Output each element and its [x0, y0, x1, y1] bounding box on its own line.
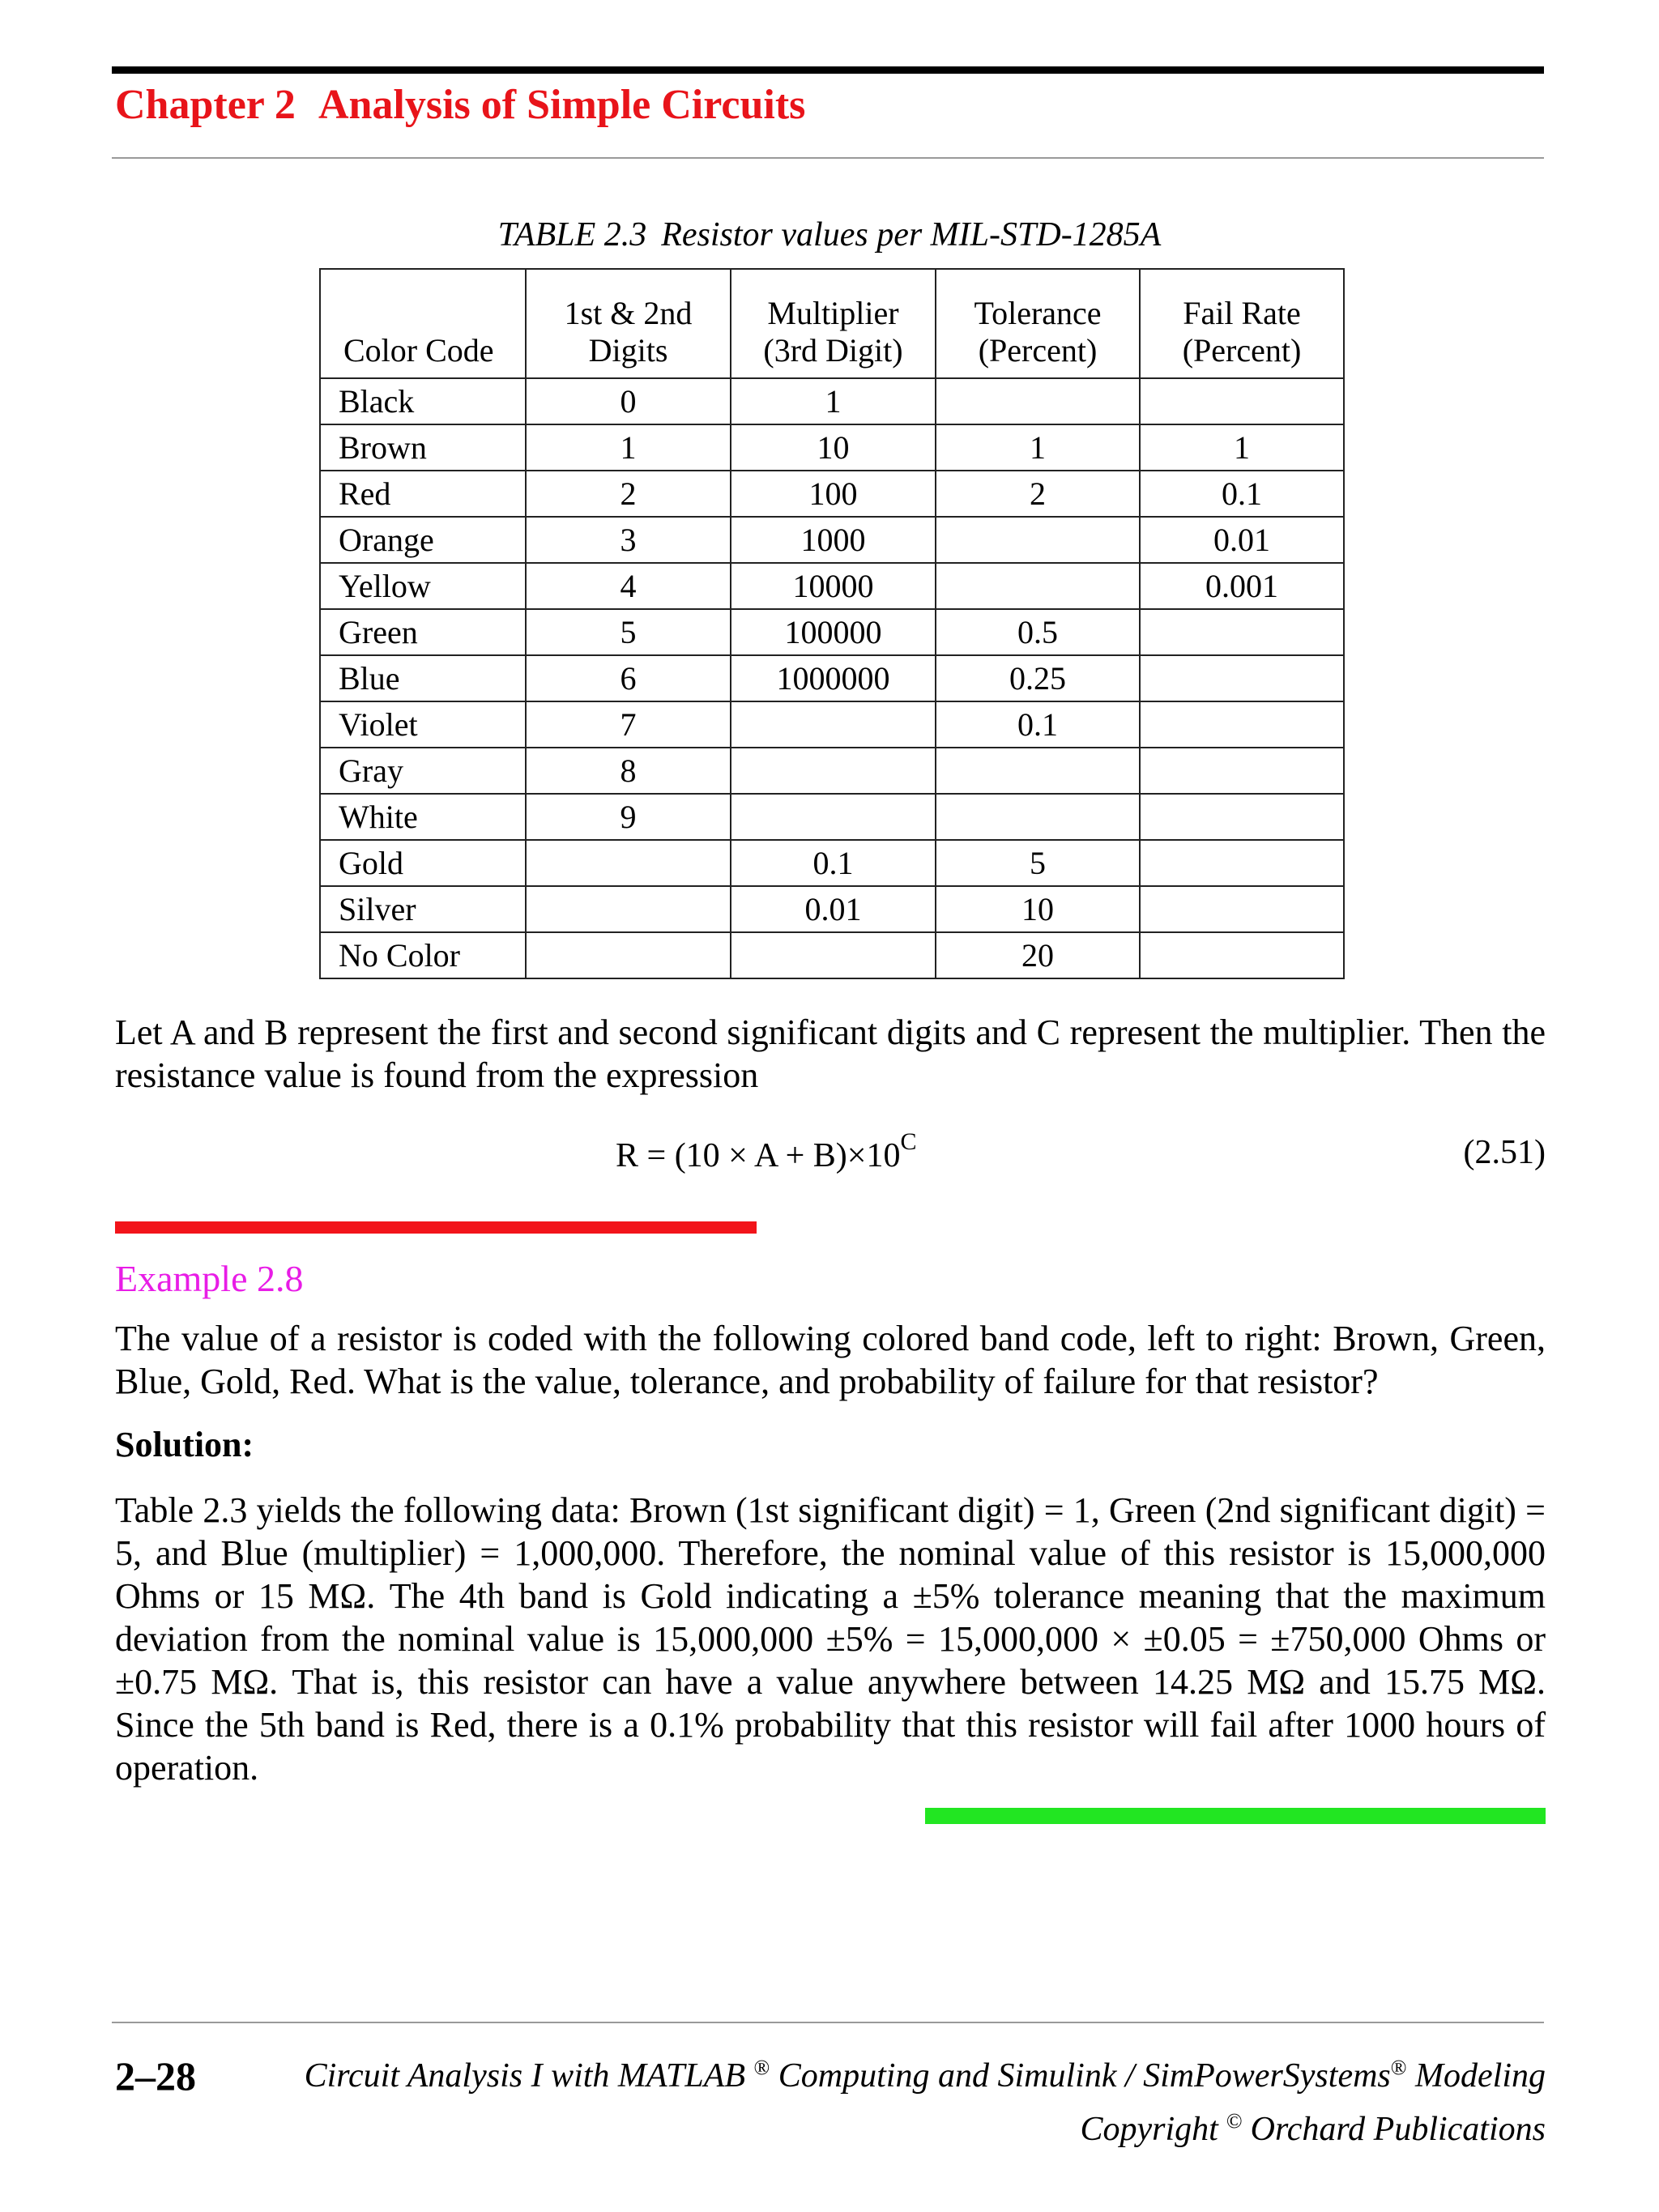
intro-paragraph: Let A and B represent the first and second significant digits and C represent the multiplier. Then the resistance value is found from the expression	[115, 1012, 1546, 1095]
table-cell	[1140, 886, 1344, 932]
table-cell	[1140, 748, 1344, 794]
table-header-text: Multiplier	[767, 295, 899, 331]
table-row	[320, 840, 1344, 886]
table-header-text: Digits	[588, 332, 668, 369]
table-cell: 10	[731, 424, 936, 471]
color-name-cell: Black	[320, 378, 526, 424]
table-cell: 1000	[731, 517, 936, 563]
table-cell: 3	[526, 517, 731, 563]
table-cell: 1	[731, 378, 936, 424]
table-cell: 2	[526, 471, 731, 517]
color-name-cell: Orange	[320, 517, 526, 563]
table-cell: 0.1	[936, 701, 1140, 748]
table-cell: 0.5	[936, 609, 1140, 655]
table-cell: 0.25	[936, 655, 1140, 701]
example-text: The value of a resistor is coded with the following colored band code, left to right: Brown, Green, Blue, Gold, Red. What is the value, tolerance, and probability of failure for that resistor?	[115, 1319, 1546, 1401]
color-name-cell: Silver	[320, 886, 526, 932]
book-title-part2: Computing and Simulink / SimPowerSystems	[770, 2057, 1391, 2095]
table-caption-title: Resistor values per MIL-STD-1285A	[661, 216, 1162, 254]
equation-exponent: C	[900, 1128, 917, 1155]
table-cell: 0.01	[731, 886, 936, 932]
table-header-row	[320, 269, 1344, 378]
table-header-cell	[1140, 269, 1344, 378]
chapter-number: Chapter 2	[115, 82, 296, 128]
table-cell	[936, 378, 1140, 424]
solution-label: Solution:	[115, 1425, 254, 1464]
copyright-word: Copyright	[1080, 2111, 1218, 2148]
table-cell	[936, 794, 1140, 840]
example-start-bar	[115, 1221, 757, 1234]
table-cell: 10000	[731, 563, 936, 609]
table-cell	[1140, 932, 1344, 978]
table-row	[320, 748, 1344, 794]
table-cell: 5	[936, 840, 1140, 886]
color-name-cell: No Color	[320, 932, 526, 978]
header-divider	[112, 157, 1544, 159]
example-end-bar	[925, 1808, 1546, 1824]
equation-number: (2.51)	[1463, 1134, 1546, 1171]
table-cell: 1	[526, 424, 731, 471]
table-row	[320, 655, 1344, 701]
table-cell: 0.1	[731, 840, 936, 886]
table-cell: 100	[731, 471, 936, 517]
table-cell: 4	[526, 563, 731, 609]
table-row	[320, 609, 1344, 655]
table-cell	[526, 932, 731, 978]
table-row	[320, 517, 1344, 563]
table-cell: 2	[936, 471, 1140, 517]
table-cell: 1	[1140, 424, 1344, 471]
color-name-cell: Green	[320, 609, 526, 655]
color-name-cell: Brown	[320, 424, 526, 471]
table-cell: 9	[526, 794, 731, 840]
table-cell: 100000	[731, 609, 936, 655]
table-cell: 0	[526, 378, 731, 424]
table-header-text: (Percent)	[1182, 332, 1302, 369]
color-name-cell: Blue	[320, 655, 526, 701]
table-cell: 0.1	[1140, 471, 1344, 517]
book-title	[305, 2056, 1546, 2095]
table-cell: 0.01	[1140, 517, 1344, 563]
table-cell: 1000000	[731, 655, 936, 701]
copyright-line	[1081, 2109, 1546, 2149]
table-cell	[731, 932, 936, 978]
table-row	[320, 424, 1344, 471]
table-cell: 7	[526, 701, 731, 748]
table-cell	[1140, 840, 1344, 886]
registered-mark-2: ®	[1390, 2056, 1407, 2079]
table-header-text: (Percent)	[978, 332, 1098, 369]
table-cell	[1140, 655, 1344, 701]
header-rule	[112, 66, 1544, 74]
color-name-cell: Gray	[320, 748, 526, 794]
table-cell	[1140, 378, 1344, 424]
color-name-cell: Gold	[320, 840, 526, 886]
registered-mark-1: ®	[753, 2056, 770, 2079]
color-name-cell: Red	[320, 471, 526, 517]
table-body	[320, 378, 1344, 978]
equation-main: R = (10 × A + B)×10	[616, 1137, 901, 1174]
chapter-heading	[115, 81, 805, 129]
table-cell	[1140, 609, 1344, 655]
table-header-cell	[936, 269, 1140, 378]
table-cell	[936, 517, 1140, 563]
table-cell: 10	[936, 886, 1140, 932]
book-title-part1: Circuit Analysis I with MATLAB	[304, 2057, 746, 2095]
table-row	[320, 932, 1344, 978]
table-cell: 5	[526, 609, 731, 655]
table-row	[320, 701, 1344, 748]
resistor-values-table	[319, 268, 1345, 979]
table-cell	[1140, 794, 1344, 840]
table-cell: 1	[936, 424, 1140, 471]
table-header-text: 1st & 2nd	[564, 295, 693, 331]
publisher-name: Orchard Publications	[1250, 2111, 1546, 2148]
table-row	[320, 471, 1344, 517]
table-cell	[526, 886, 731, 932]
table-header-cell	[526, 269, 731, 378]
table-cell	[731, 748, 936, 794]
table-header-text: (3rd Digit)	[763, 332, 903, 369]
table-header-text: Color Code	[343, 332, 494, 369]
table-row	[320, 378, 1344, 424]
table-row	[320, 886, 1344, 932]
chapter-title: Analysis of Simple Circuits	[318, 82, 806, 128]
copyright-symbol: ©	[1226, 2109, 1243, 2133]
footer-rule	[112, 2022, 1544, 2023]
table-caption-label: TABLE 2.3	[497, 216, 647, 254]
table-cell	[936, 748, 1140, 794]
solution-text: Table 2.3 yields the following data: Brown (1st significant digit) = 1, Green (2nd significant digit) = 5, and Blue (multiplier) = 1,000,000. Therefore, the nominal value of this resistor is 15,000,000 Ohms or 15 MΩ. The 4th band is Gold indicating a ±5% tolerance meaning that the maximum deviation from the nominal value is 15,000,000 ±5% = 15,000,000 × ±0.05 = ±750,000 Ohms or ±0.75 MΩ. That is, this resistor can have a value anywhere between 14.25 MΩ and 15.75 MΩ. Since the 5th band is Red, there is a 0.1% probability that this resistor will fail after 1000 hours of operation.	[115, 1490, 1546, 1788]
table-cell	[936, 563, 1140, 609]
table-cell: 20	[936, 932, 1140, 978]
example-title: Example 2.8	[115, 1258, 304, 1299]
table-header-cell	[731, 269, 936, 378]
table-header-text: Tolerance	[974, 295, 1102, 331]
table-header-text: Fail Rate	[1183, 295, 1301, 331]
table-row	[320, 563, 1344, 609]
table-header-cell	[320, 269, 526, 378]
page-number: 2–28	[115, 2053, 196, 2099]
color-name-cell: Yellow	[320, 563, 526, 609]
equation-2-51	[616, 1128, 917, 1175]
table-row	[320, 794, 1344, 840]
table-cell: 6	[526, 655, 731, 701]
table-cell	[526, 840, 731, 886]
table-cell	[1140, 701, 1344, 748]
table-cell	[731, 794, 936, 840]
color-name-cell: Violet	[320, 701, 526, 748]
table-cell: 8	[526, 748, 731, 794]
table-cell: 0.001	[1140, 563, 1344, 609]
table-caption	[0, 215, 1659, 254]
table-cell	[731, 701, 936, 748]
book-title-part3: Modeling	[1406, 2057, 1546, 2095]
color-name-cell: White	[320, 794, 526, 840]
